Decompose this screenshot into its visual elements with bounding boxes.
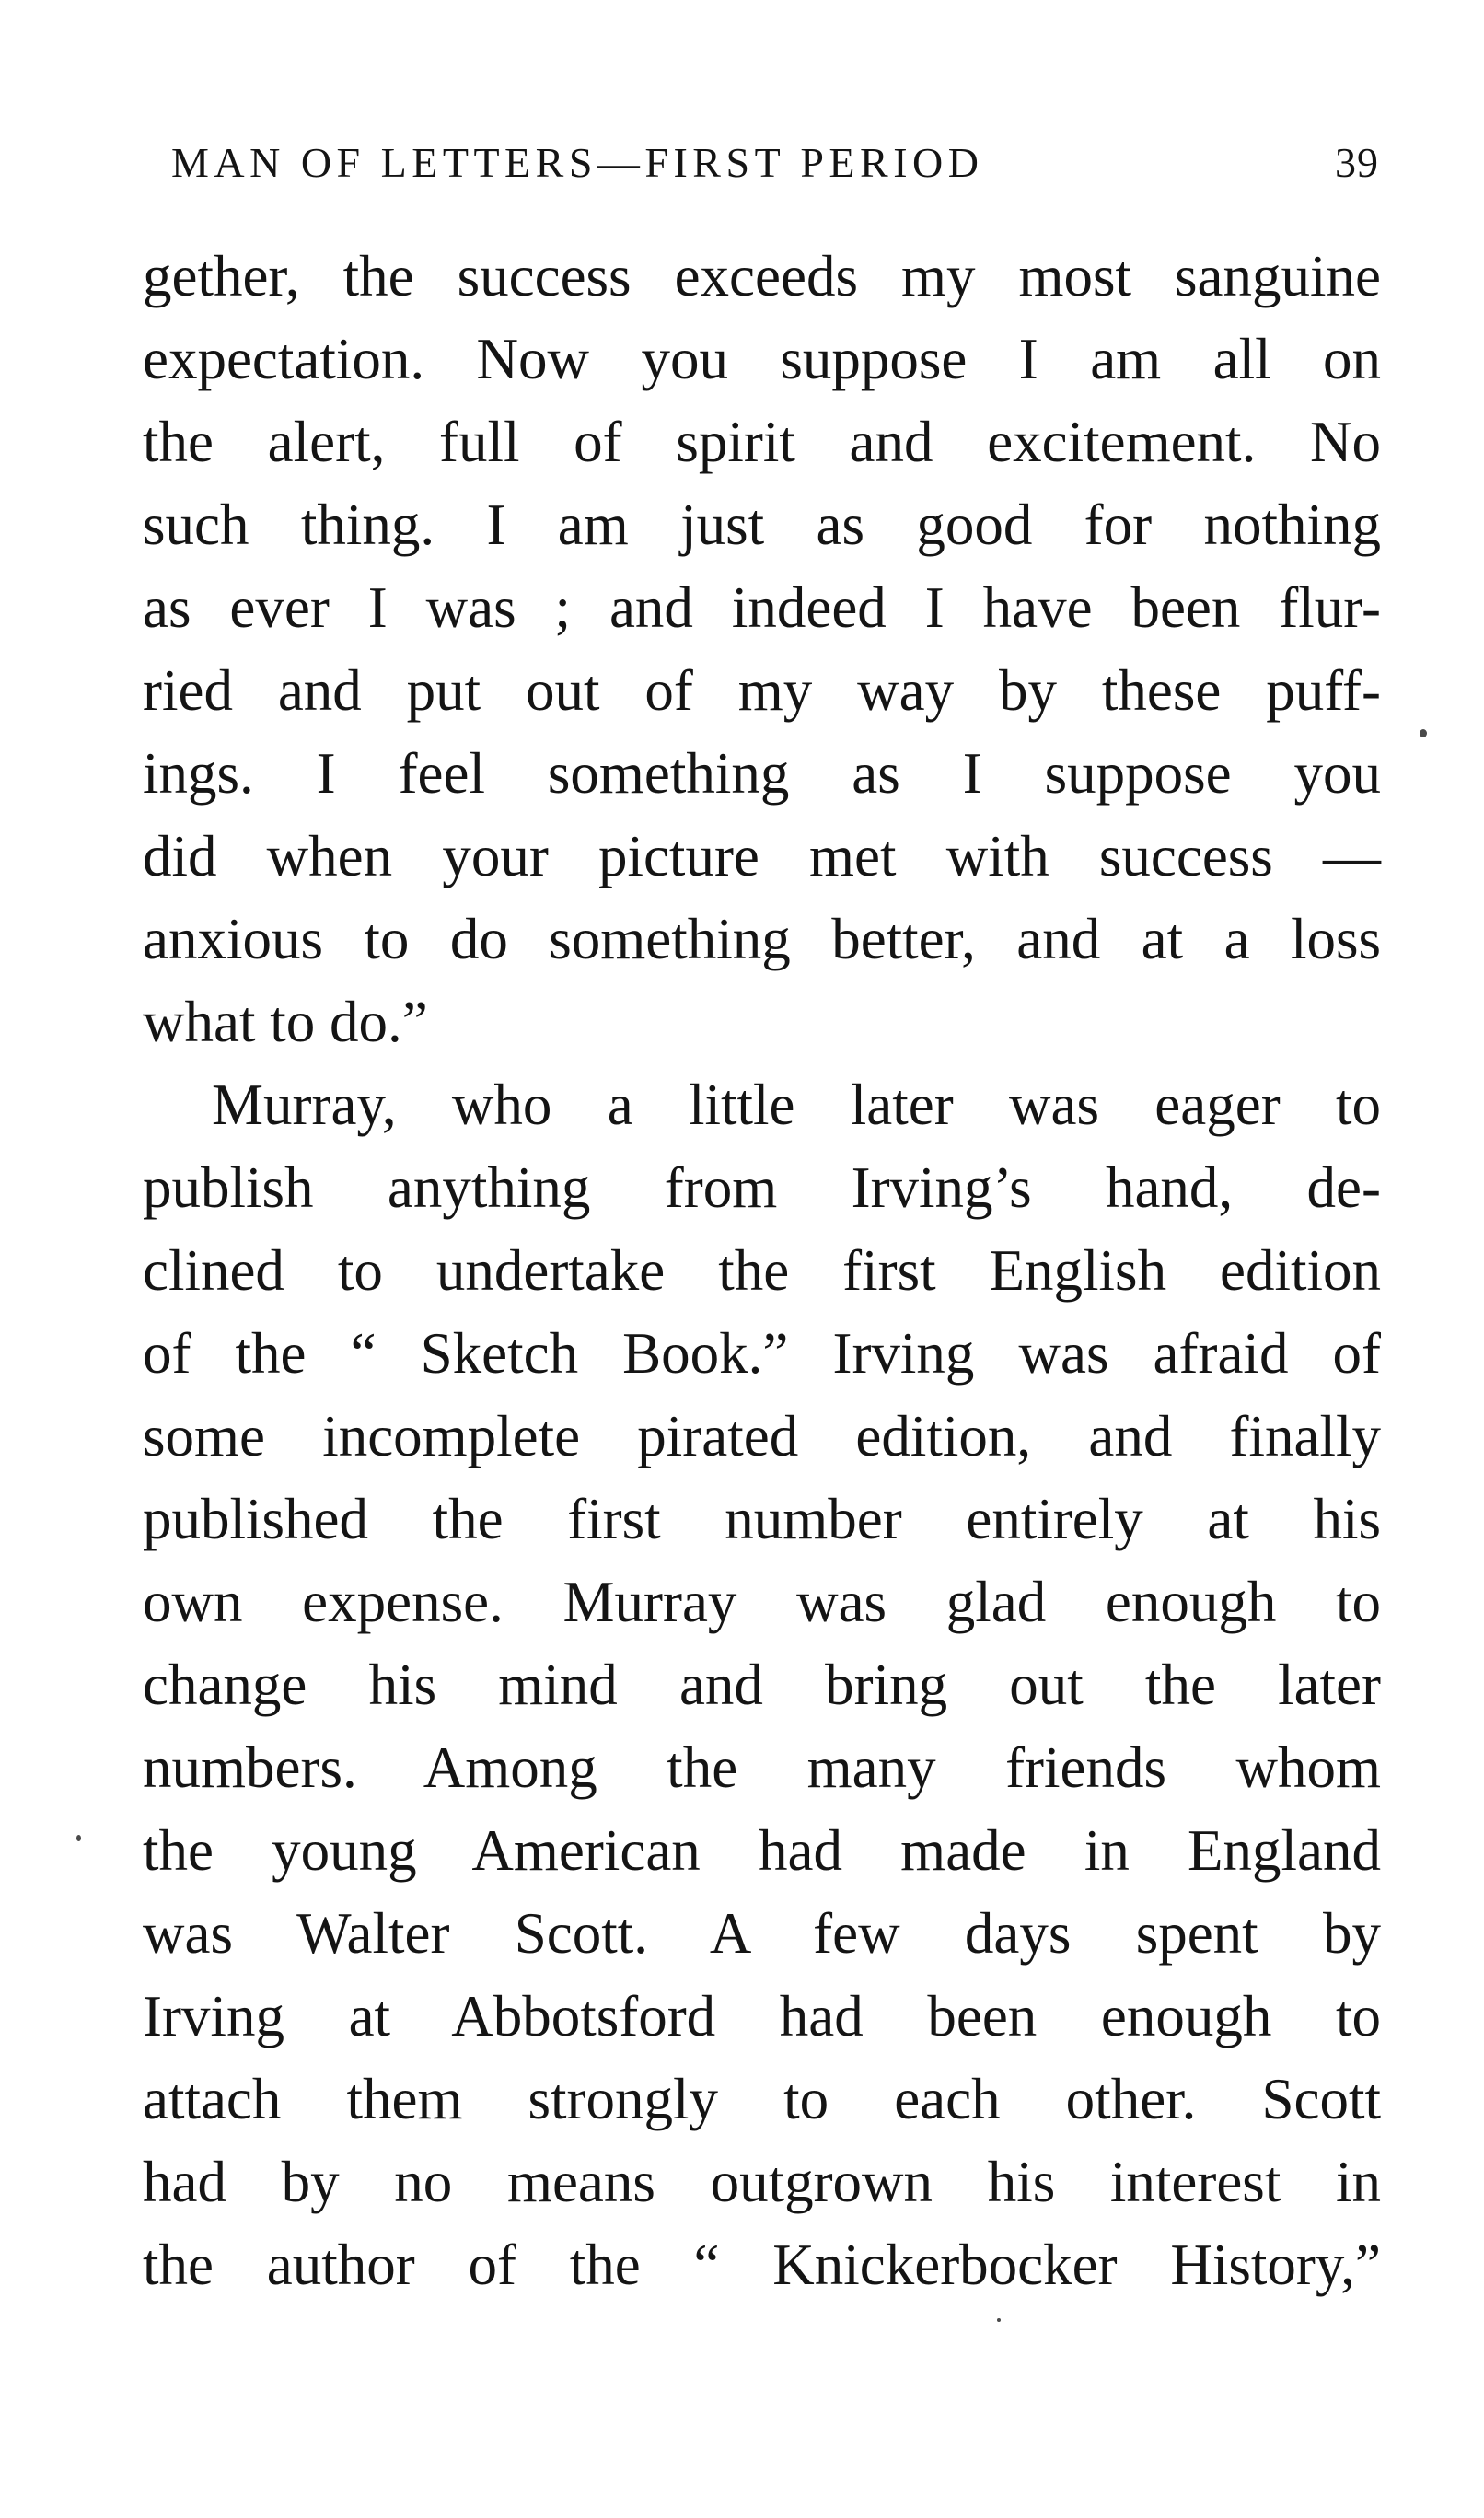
paragraph-murray [143, 1063, 1381, 2306]
text-line: of the “ Sketch Book.” Irving was afraid of [143, 1321, 1381, 1386]
text-line: the young American had made in England [143, 1818, 1381, 1883]
page-number: 39 [1335, 139, 1379, 186]
print-speck [1420, 729, 1427, 737]
text-line: Murray, who a little later was eager to [212, 1073, 1381, 1137]
text-line: such thing. I am just as good for nothing [143, 493, 1381, 557]
text-line: the alert, full of spirit and excitement. No [143, 410, 1381, 474]
print-speck [76, 1835, 81, 1841]
text-line: ings. I feel something as I suppose you [143, 741, 1381, 806]
text-line: change his mind and bring out the later [143, 1653, 1381, 1717]
running-head [171, 138, 1379, 203]
text-line: anxious to do something better, and at a loss [143, 907, 1381, 971]
running-title: MAN OF LETTERS—FIRST PERIOD [171, 139, 984, 186]
text-line: was Walter Scott. A few days spent by [143, 1901, 1381, 1966]
text-line: what to do.” [143, 990, 428, 1054]
text-line: some incomplete pirated edition, and finally [143, 1404, 1381, 1468]
text-line: Irving at Abbotsford had been enough to [143, 1984, 1381, 2048]
text-line: expectation. Now you suppose I am all on [143, 327, 1381, 391]
text-line: publish anything from Irving’s hand, de- [143, 1155, 1381, 1220]
text-line: gether, the success exceeds my most sanguine [143, 244, 1381, 308]
text-line: clined to undertake the first English edition [143, 1238, 1381, 1303]
print-speck [997, 2318, 1001, 2322]
text-line: had by no means outgrown his interest in [143, 2150, 1381, 2214]
text-line: did when your picture met with success — [143, 824, 1381, 888]
text-line: own expense. Murray was glad enough to [143, 1570, 1381, 1634]
text-line: published the first number entirely at his [143, 1487, 1381, 1551]
text-line: attach them strongly to each other. Scott [143, 2067, 1381, 2131]
body-text [143, 235, 1381, 2306]
text-line: ried and put out of my way by these puff- [143, 658, 1381, 723]
text-line: numbers. Among the many friends whom [143, 1735, 1381, 1800]
text-line: as ever I was ; and indeed I have been flur- [143, 575, 1381, 640]
text-line: the author of the “ Knickerbocker History,” [143, 2233, 1381, 2297]
paragraph-continued-quotation [143, 235, 1381, 1063]
